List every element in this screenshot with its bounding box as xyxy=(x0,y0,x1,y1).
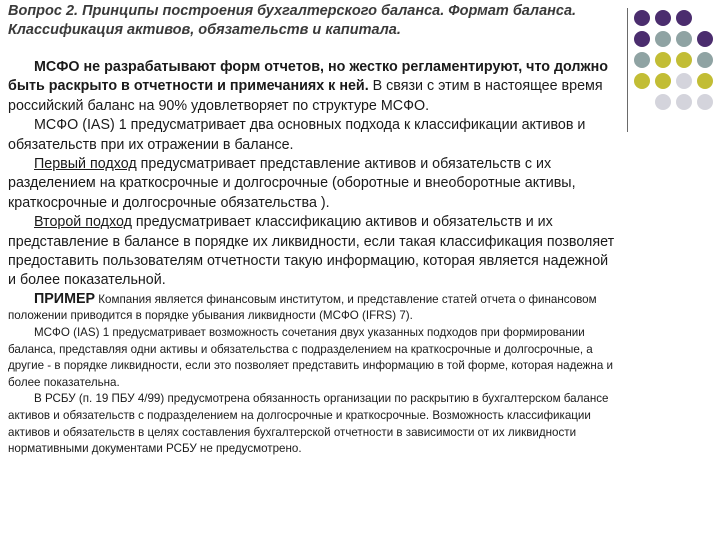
paragraph-two-approaches: МСФО (IAS) 1 предусматривает два основных подхода к классификации активов и обязательств при их отражении в балансе. xyxy=(8,117,586,153)
paragraph-first-approach: Первый подход предусматривает представление активов и обязательств с их разделением на краткосрочные и долгосрочные (оборотные и внеоборотные активы, краткосрочные и долгосрочные обязательства ). xyxy=(8,156,576,211)
paragraph-ifrs-forms-bold: МСФО не разрабатывают форм отчетов, но жестко регламентируют, что должно быть раскрыто в отчетности и примечаниях к ней. xyxy=(8,59,609,95)
decorative-dot xyxy=(676,94,692,110)
first-approach-label: Первый подход xyxy=(34,156,137,173)
paragraph-second-approach: Второй подход предусматривает классификацию активов и обязательств и их представление в балансе в порядке их ликвидности, если такая классификация позволяет предоставить пользователям отчетности такую информацию, которая является надежной и более показательной. xyxy=(8,214,615,289)
example-label: ПРИМЕР xyxy=(34,290,96,307)
decorative-dot xyxy=(634,73,650,89)
paragraph-rsbu: В РСБУ (п. 19 ПБУ 4/99) предусмотрена обязанность организации по раскрытию в бухгалтерском балансе активов и обязательств с подразделением на долгосрочные и краткосрочные. Возможность классификации активов и обязательств в целях составления бухгалтерской отчетности в зависимости от их ликвидности нормативными документами РСБУ не предусмотрено. xyxy=(8,392,609,456)
decorative-dot xyxy=(634,94,650,110)
decorative-dot xyxy=(634,52,650,68)
paragraph-example: ПРИМЕР Компания является финансовым институтом, и представление статей отчета о финансовом положении приводится в порядке убывания ликвидности (МСФО (IFRS) 7). xyxy=(8,290,597,323)
decorative-dot xyxy=(697,10,713,26)
decorative-dot xyxy=(634,10,650,26)
decorative-dot xyxy=(676,73,692,89)
paragraph-ifrs-forms xyxy=(8,58,620,116)
decorative-dot xyxy=(697,52,713,68)
decorative-dot xyxy=(655,73,671,89)
decorative-dot xyxy=(634,31,650,47)
decorative-dot xyxy=(655,31,671,47)
decorative-dot xyxy=(697,94,713,110)
second-approach-label: Второй подход xyxy=(34,214,132,231)
paragraph-combined-approach: МСФО (IAS) 1 предусматривает возможность сочетания двух указанных подходов при формировании баланса, представляя одни активы и обязательства с подразделением на краткосрочные и долгосрочные, а другие - в порядке ликвидности, если это позволяет представить информацию в той форме, которая надежна и более показательна. xyxy=(8,326,613,389)
decorative-dot-grid xyxy=(634,10,715,112)
decorative-dot xyxy=(697,73,713,89)
decorative-dot xyxy=(676,31,692,47)
slide-body xyxy=(8,58,620,458)
decorative-dot xyxy=(676,52,692,68)
vertical-divider xyxy=(627,8,628,132)
decorative-dot xyxy=(655,94,671,110)
decorative-dot xyxy=(697,31,713,47)
paragraph-ifrs-forms-rest: В связи с этим в настоящее время российский баланс на 90% удовлетворяет по структуре МСФО. xyxy=(8,78,603,114)
decorative-dot xyxy=(655,10,671,26)
slide-title: Вопрос 2. Принципы построения бухгалтерского баланса. Формат баланса. Классификация активов, обязательств и капитала. xyxy=(8,3,577,38)
decorative-dot xyxy=(676,10,692,26)
decorative-dot xyxy=(655,52,671,68)
